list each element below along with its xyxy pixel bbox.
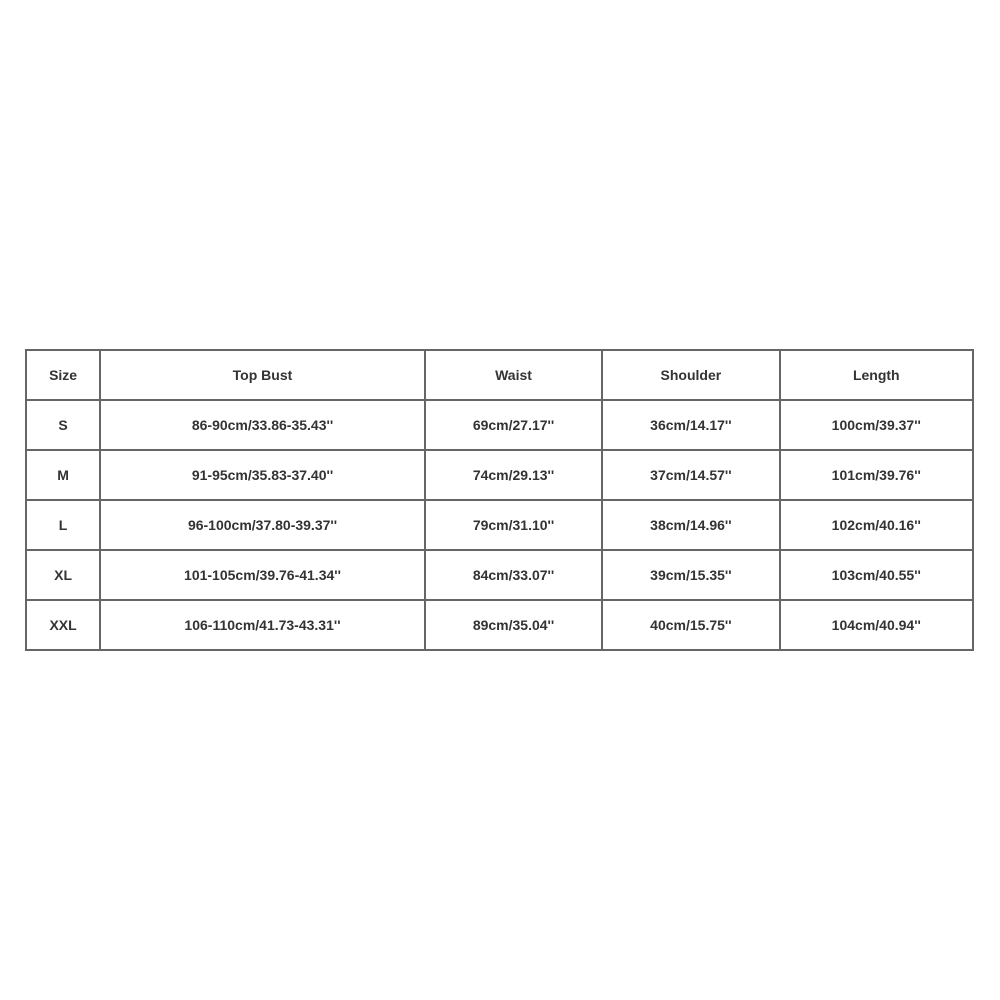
cell-size: XL xyxy=(26,550,100,600)
cell-top-bust: 96-100cm/37.80-39.37'' xyxy=(100,500,425,550)
header-size: Size xyxy=(26,350,100,400)
cell-waist: 79cm/31.10'' xyxy=(425,500,602,550)
cell-top-bust: 106-110cm/41.73-43.31'' xyxy=(100,600,425,650)
cell-size: S xyxy=(26,400,100,450)
cell-shoulder: 38cm/14.96'' xyxy=(602,500,779,550)
cell-length: 102cm/40.16'' xyxy=(780,500,973,550)
cell-shoulder: 36cm/14.17'' xyxy=(602,400,779,450)
cell-shoulder: 37cm/14.57'' xyxy=(602,450,779,500)
cell-size: L xyxy=(26,500,100,550)
cell-length: 101cm/39.76'' xyxy=(780,450,973,500)
cell-waist: 74cm/29.13'' xyxy=(425,450,602,500)
cell-length: 103cm/40.55'' xyxy=(780,550,973,600)
cell-top-bust: 86-90cm/33.86-35.43'' xyxy=(100,400,425,450)
header-waist: Waist xyxy=(425,350,602,400)
cell-size: M xyxy=(26,450,100,500)
table-row xyxy=(26,400,973,450)
cell-top-bust: 101-105cm/39.76-41.34'' xyxy=(100,550,425,600)
header-shoulder: Shoulder xyxy=(602,350,779,400)
cell-waist: 69cm/27.17'' xyxy=(425,400,602,450)
cell-waist: 89cm/35.04'' xyxy=(425,600,602,650)
cell-length: 104cm/40.94'' xyxy=(780,600,973,650)
header-length: Length xyxy=(780,350,973,400)
cell-size: XXL xyxy=(26,600,100,650)
table-row xyxy=(26,600,973,650)
cell-top-bust: 91-95cm/35.83-37.40'' xyxy=(100,450,425,500)
table-row xyxy=(26,500,973,550)
table-header xyxy=(26,350,973,400)
size-chart-table xyxy=(25,349,974,651)
table-row xyxy=(26,450,973,500)
cell-waist: 84cm/33.07'' xyxy=(425,550,602,600)
table-body xyxy=(26,400,973,650)
cell-shoulder: 40cm/15.75'' xyxy=(602,600,779,650)
cell-length: 100cm/39.37'' xyxy=(780,400,973,450)
cell-shoulder: 39cm/15.35'' xyxy=(602,550,779,600)
header-top-bust: Top Bust xyxy=(100,350,425,400)
table-row xyxy=(26,550,973,600)
header-row xyxy=(26,350,973,400)
